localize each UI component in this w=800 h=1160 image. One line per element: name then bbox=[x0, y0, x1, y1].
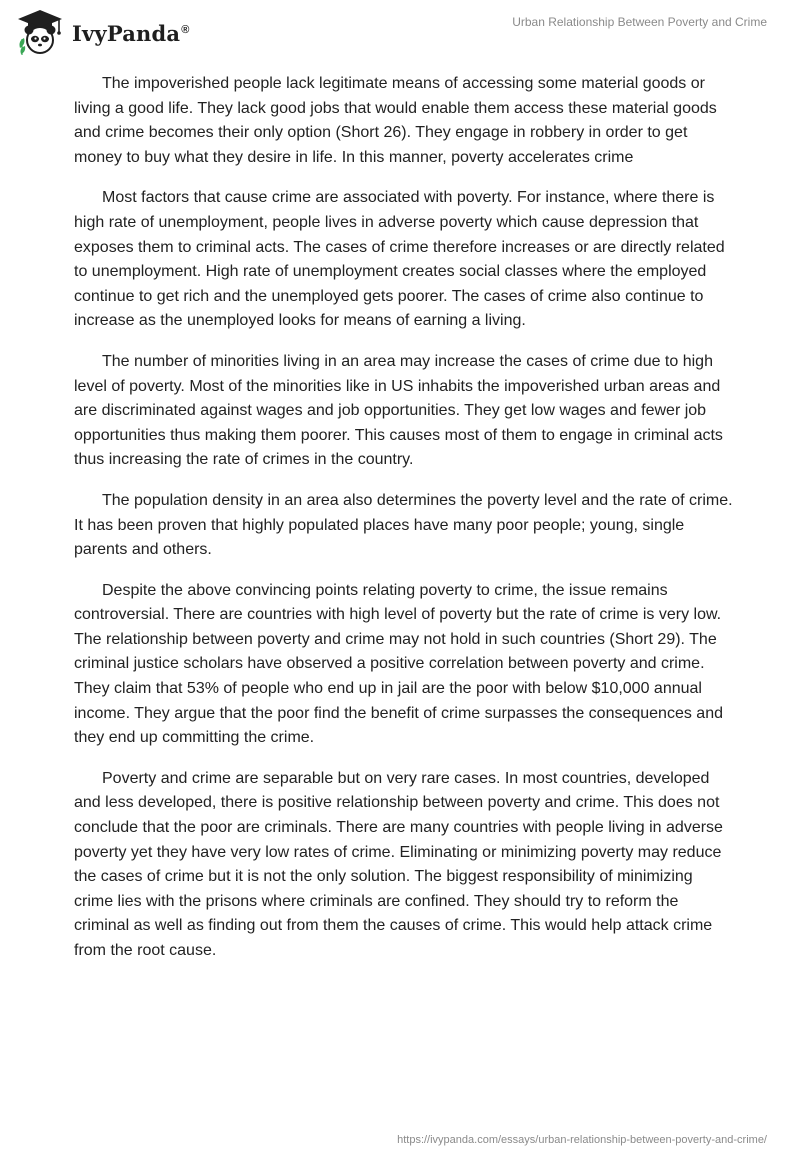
paragraph: Poverty and crime are separable but on very rare cases. In most countries, developed and less developed, there is positive relationship between poverty and crime. This does not conclude that the poor are criminals. There are many countries with people living in adverse poverty yet they have very low rates of crime. Eliminating or minimizing poverty may reduce the cases of crime but it is not the only solution. The biggest responsibility of minimizing crime lies with the prisons where criminals are confined. They should try to reform the criminal as well as finding out from them the causes of crime. This would help attack crime from the root cause. bbox=[74, 769, 723, 959]
page-header bbox=[0, 0, 800, 60]
footer-source-url[interactable]: https://ivypanda.com/essays/urban-relationship-between-poverty-and-crime/ bbox=[397, 1134, 767, 1146]
paragraph: The impoverished people lack legitimate means of accessing some material goods or living a good life. They lack good jobs that would enable them access these material goods and crime becomes their only option (Short 26). They engage in robbery in order to get money to buy what they desire in life. In this manner, poverty accelerates crime bbox=[74, 75, 717, 166]
ivypanda-logo[interactable] bbox=[16, 8, 190, 56]
paragraph: Despite the above convincing points relating poverty to crime, the issue remains controversial. There are countries with high level of poverty but the rate of crime is very low. The relationship between poverty and crime may not hold in such countries (Short 29). The criminal justice scholars have observed a positive correlation between poverty and crime. They claim that 53% of people who end up in jail are the poor with below $10,000 annual income. They argue that the poor find the benefit of crime surpasses the consequences and they end up committing the crime. bbox=[74, 581, 723, 747]
document-title: Urban Relationship Between Poverty and Crime bbox=[512, 15, 767, 29]
essay-body bbox=[74, 72, 734, 980]
paragraph: Most factors that cause crime are associated with poverty. For instance, where there is high rate of unemployment, people lives in adverse poverty which cause depression that exposes them to criminal acts. The cases of crime therefore increases or are directly related to unemployment. High rate of unemployment creates social classes where the employed continue to get rich and the unemployed gets poorer. The cases of crime also continue to increase as the unemployed looks for means of earning a living. bbox=[74, 189, 725, 330]
panda-graduation-cap-icon bbox=[16, 8, 64, 56]
paragraph: The population density in an area also determines the poverty level and the rate of crime. It has been proven that highly populated places have many poor people; young, single parents and others. bbox=[74, 491, 733, 559]
logo-wordmark: IvyPanda® bbox=[72, 20, 190, 46]
paragraph: The number of minorities living in an area may increase the cases of crime due to high level of poverty. Most of the minorities like in US inhabits the impoverished urban areas and are discriminated against wages and job opportunities. They get low wages and fewer job opportunities thus making them poorer. This causes most of them to engage in criminal acts thus increasing the rate of crimes in the country. bbox=[74, 352, 723, 469]
